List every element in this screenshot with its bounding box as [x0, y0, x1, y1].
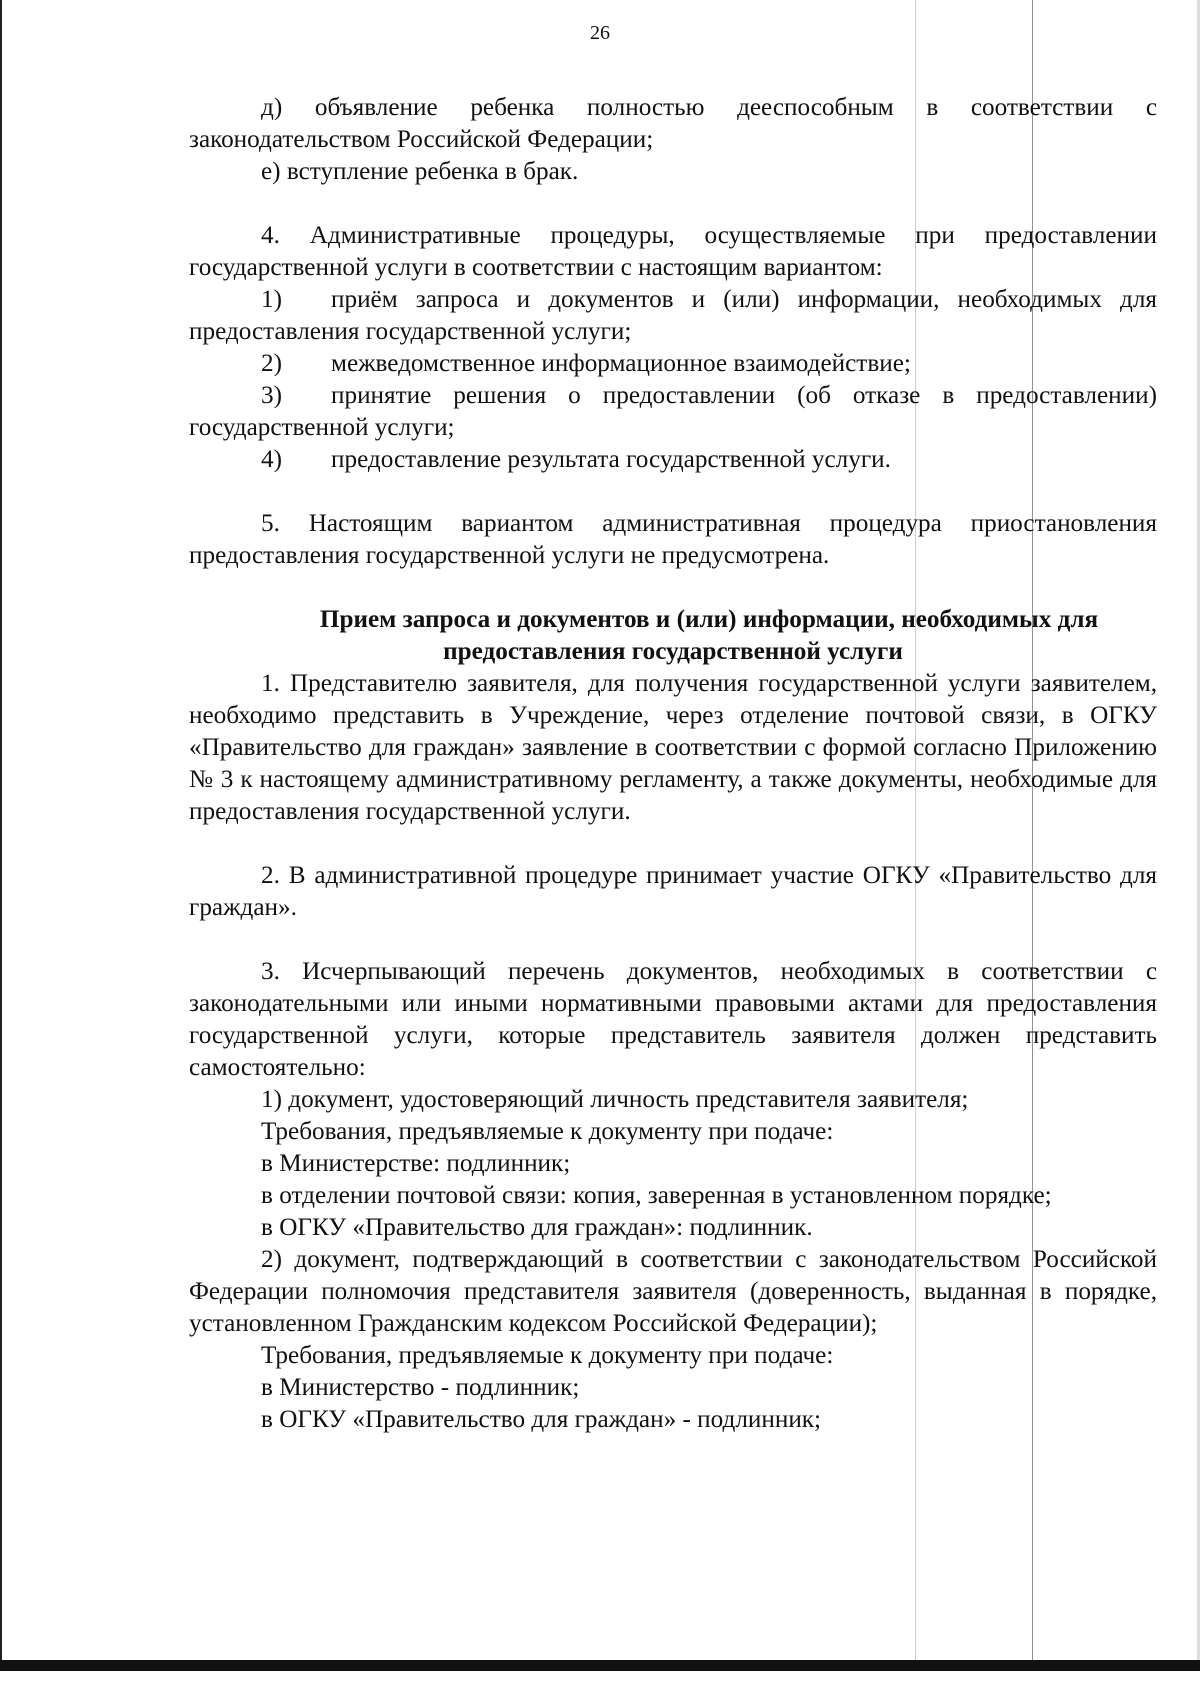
paragraph: д) объявление ребенка полностью дееспособным в соответствии с законодательством Российской Федерации;	[189, 94, 1157, 153]
page-number: 26	[590, 22, 610, 44]
heading-line: Прием запроса и документов и (или) информации, необходимых для	[319, 606, 1099, 633]
paragraph: 1. Представителю заявителя, для получения государственной услуги заявителем, необходимо представить в Учреждение, через отделение почтовой связи, в ОГКУ «Правительство для граждан» заявление в соответствии с формой согласно Приложению № 3 к настоящему административному регламенту, а также документы, необходимые для предоставления государственной услуги.	[189, 670, 1157, 825]
heading-line: предоставления государственной услуги	[443, 638, 903, 665]
list-number: 4)	[261, 446, 282, 473]
list-number: 2)	[261, 350, 282, 377]
paragraph: е) вступление ребенка в брак.	[261, 158, 579, 185]
paragraph: 4. Административные процедуры, осуществляемые при предоставлении государственной услуги в соответствии с настоящим вариантом:	[189, 222, 1157, 281]
scan-left-edge	[0, 0, 2, 1671]
list-number: 3)	[261, 382, 282, 409]
paragraph: 1) документ, удостоверяющий личность представителя заявителя;	[261, 1086, 969, 1113]
paragraph: 2. В административной процедуре принимает участие ОГКУ «Правительство для граждан».	[189, 862, 1157, 921]
list-item	[189, 284, 1157, 348]
list-text: предоставление результата государственной услуги.	[331, 446, 891, 473]
paragraph: 5. Настоящим вариантом административная процедура приостановления предоставления государственной услуги не предусмотрена.	[189, 510, 1157, 569]
list-item	[189, 348, 1157, 380]
document-body	[189, 92, 1157, 1436]
list-text: принятие решения о предоставлении (об отказе в предоставлении) государственной услуги;	[189, 382, 1157, 441]
list-number: 1)	[261, 286, 282, 313]
list-item	[189, 444, 1157, 476]
paragraph: в ОГКУ «Правительство для граждан»: подлинник.	[261, 1214, 813, 1241]
scan-bottom-border	[0, 1660, 1200, 1671]
paragraph: в отделении почтовой связи: копия, заверенная в установленном порядке;	[261, 1182, 1052, 1209]
paragraph: Требования, предъявляемые к документу при подаче:	[261, 1118, 834, 1145]
paragraph: в ОГКУ «Правительство для граждан» - подлинник;	[261, 1406, 822, 1433]
paragraph: в Министерство - подлинник;	[261, 1374, 580, 1401]
paragraph: 3. Исчерпывающий перечень документов, необходимых в соответствии с законодательными или иными нормативными правовыми актами для предоставления государственной услуги, которые представитель заявителя должен представить самостоятельно:	[189, 958, 1157, 1081]
list-text: приём запроса и документов и (или) информации, необходимых для предоставления государственной услуги;	[189, 286, 1157, 345]
paragraph: Требования, предъявляемые к документу при подаче:	[261, 1342, 834, 1369]
list-text: межведомственное информационное взаимодействие;	[331, 350, 911, 377]
paragraph: в Министерстве: подлинник;	[261, 1150, 571, 1177]
list-item	[189, 380, 1157, 444]
section-heading	[189, 604, 1157, 668]
paragraph: 2) документ, подтверждающий в соответствии с законодательством Российской Федерации полномочия представителя заявителя (доверенность, выданная в порядке, установленном Гражданским кодексом Российской Федерации);	[189, 1246, 1157, 1337]
